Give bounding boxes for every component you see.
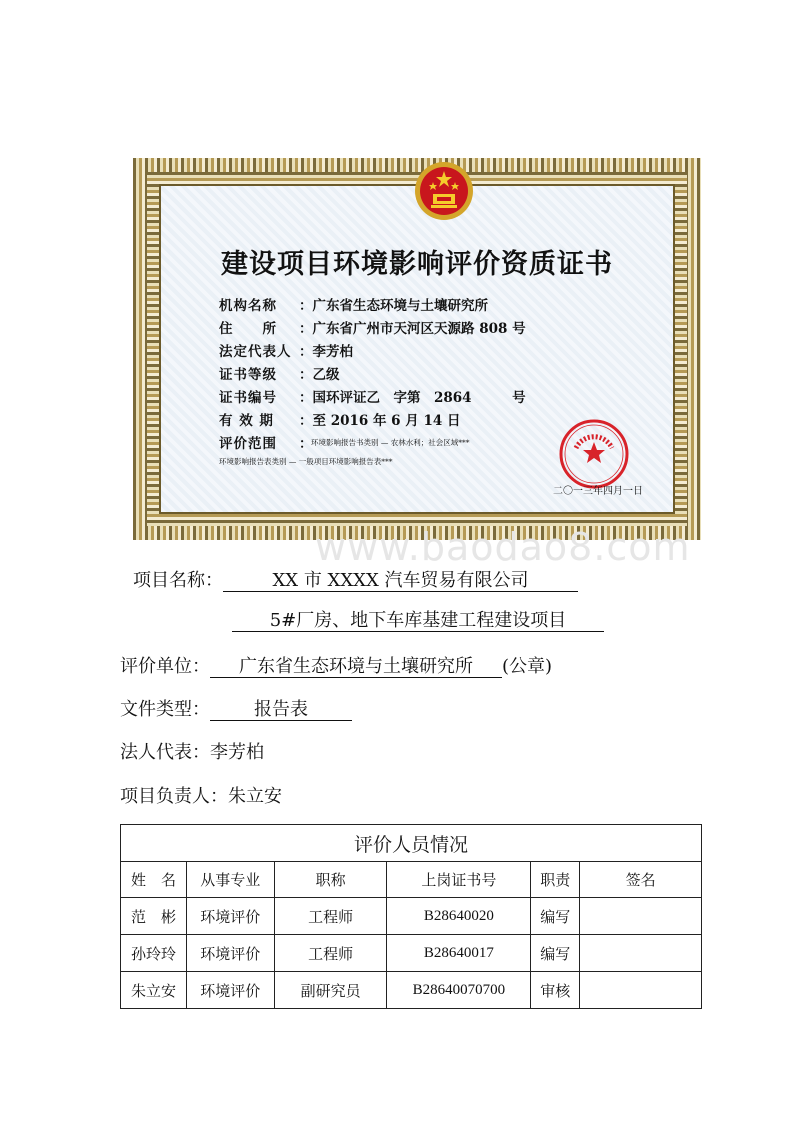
cert-value: ：李芳柏	[299, 344, 353, 360]
cert-value: ：广东省生态环境与土壤研究所	[299, 298, 488, 314]
project-name-value: XX 市 XXXX 汽车贸易有限公司	[223, 571, 578, 592]
staff-table-caption: 评价人员情况	[121, 825, 702, 862]
cert-value: ：广东省广州市天河区天源路 808 号	[299, 321, 526, 337]
cert-row-validity	[219, 409, 460, 429]
national-emblem-icon	[413, 160, 475, 222]
header-cell: 签名	[580, 862, 702, 898]
project-name-value-2: 5#厂房、地下车库基建工程建设项目	[232, 611, 604, 632]
cert-row-institution	[219, 294, 488, 314]
table-header-row	[121, 862, 702, 898]
staff-specialty: 环境评价	[186, 898, 274, 935]
header-cell: 职责	[531, 862, 580, 898]
staff-name: 孙玲玲	[121, 935, 187, 972]
file-type-line	[120, 695, 352, 721]
staff-duty: 审核	[531, 972, 580, 1009]
staff-title: 工程师	[274, 935, 387, 972]
eval-unit-suffix: (公章)	[502, 656, 553, 677]
cert-row-legal-rep	[219, 340, 353, 360]
cert-row-grade	[219, 363, 340, 383]
cert-label: 法定代表人	[219, 344, 292, 360]
header-cell: 姓 名	[121, 862, 187, 898]
project-name-line-2	[232, 610, 604, 632]
certificate-border	[147, 172, 687, 526]
cert-value: ：至 2016 年 6 月 14 日	[299, 413, 461, 429]
official-seal-icon	[558, 418, 630, 490]
eval-unit-line	[120, 652, 552, 678]
staff-signature	[580, 898, 702, 935]
cert-label: 住 所	[219, 321, 277, 337]
certificate	[133, 158, 701, 540]
header-cell: 职称	[274, 862, 387, 898]
eval-unit-label: 评价单位：	[120, 656, 210, 677]
staff-table	[120, 824, 702, 1009]
cert-value: ：国环评证乙 字第 2864 号	[299, 390, 526, 406]
staff-name: 朱立安	[121, 972, 187, 1009]
staff-duty: 编写	[531, 898, 580, 935]
project-name-line	[133, 566, 578, 592]
file-type-value: 报告表	[210, 700, 352, 721]
watermark: www.baodao8.com	[315, 525, 691, 569]
staff-cert-number: B28640070700	[387, 972, 531, 1009]
cert-issue-date: 二〇一三年四月一日	[553, 486, 643, 497]
table-row	[121, 972, 702, 1009]
project-name-label: 项目名称：	[133, 570, 223, 591]
cert-label: 机构名称	[219, 298, 277, 314]
project-leader-value: 朱立安	[228, 786, 282, 807]
cert-label: 证书等级	[219, 367, 277, 383]
header-cell: 从事专业	[186, 862, 274, 898]
cert-label: 证书编号	[219, 390, 277, 406]
legal-rep-value: 李芳柏	[210, 742, 264, 763]
header-cell: 上岗证书号	[387, 862, 531, 898]
project-leader-label: 项目负责人：	[120, 786, 228, 807]
staff-title: 副研究员	[274, 972, 387, 1009]
cert-row-number	[219, 386, 526, 406]
cert-label: 评价范围	[219, 436, 277, 452]
table-row	[121, 898, 702, 935]
project-leader-line	[120, 782, 282, 808]
cert-row-address	[219, 317, 526, 337]
cert-row-scope	[219, 432, 313, 452]
table-row	[121, 935, 702, 972]
eval-unit-value: 广东省生态环境与土壤研究所	[210, 657, 502, 678]
cert-label: 有 效 期	[219, 413, 274, 429]
staff-cert-number: B28640020	[387, 898, 531, 935]
file-type-label: 文件类型：	[120, 699, 210, 720]
staff-specialty: 环境评价	[186, 972, 274, 1009]
staff-signature	[580, 972, 702, 1009]
staff-duty: 编写	[531, 935, 580, 972]
staff-title: 工程师	[274, 898, 387, 935]
cert-value: ：乙级	[299, 367, 340, 383]
legal-rep-label: 法人代表：	[120, 742, 210, 763]
cert-value: ：	[299, 436, 313, 452]
certificate-title: 建设项目环境影响评价资质证书	[221, 249, 613, 280]
staff-specialty: 环境评价	[186, 935, 274, 972]
staff-signature	[580, 935, 702, 972]
certificate-paper	[159, 184, 675, 514]
cert-scope-line-1: 环境影响报告书类别 — 农林水利；社会区域***	[311, 438, 470, 447]
staff-name: 范 彬	[121, 898, 187, 935]
legal-rep-line	[120, 738, 264, 764]
cert-scope-line-2: 环境影响报告表类别 — 一般项目环境影响报告表***	[219, 457, 393, 466]
staff-cert-number: B28640017	[387, 935, 531, 972]
